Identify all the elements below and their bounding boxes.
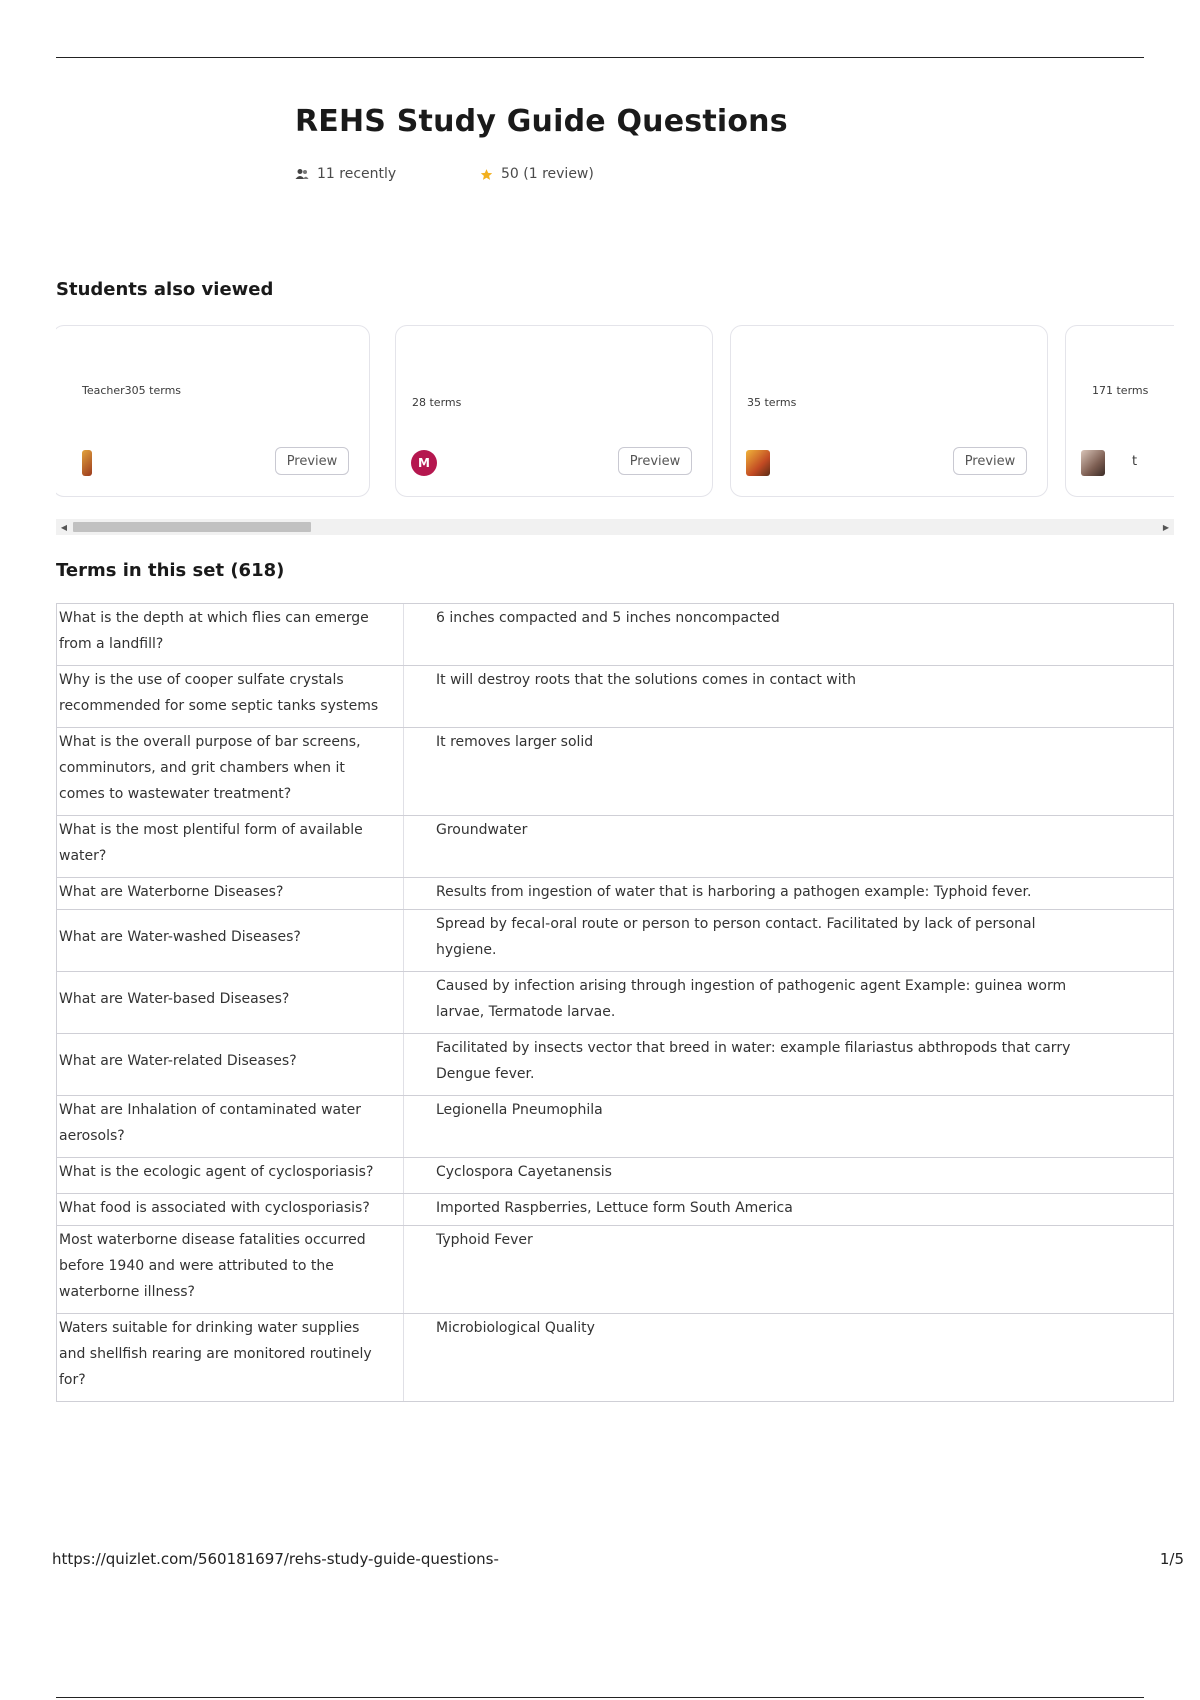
term-answer: It removes larger solid [404,728,1174,816]
term-answer: Legionella Pneumophila [404,1096,1174,1158]
term-row [57,1226,1174,1314]
term-question: What is the overall purpose of bar screens, comminutors, and grit chambers when it comes to wastewater treatment? [57,728,404,816]
term-question: What are Inhalation of contaminated water aerosols? [57,1096,404,1158]
term-answer: Imported Raspberries, Lettuce form South America [404,1194,1174,1226]
term-question: What are Waterborne Diseases? [57,878,404,910]
term-row [57,910,1174,972]
scroll-left-arrow-icon[interactable]: ◀ [60,522,68,532]
rating [480,166,594,182]
carousel-scrollbar[interactable] [56,519,1174,535]
study-set-card[interactable] [730,325,1048,497]
term-row [57,878,1174,910]
study-set-card[interactable] [395,325,713,497]
rating-text: 50 (1 review) [501,166,594,182]
term-question: What is the ecologic agent of cyclosporiasis? [57,1158,404,1194]
creator-avatar[interactable] [82,450,92,476]
term-question: What is the depth at which flies can emerge from a landfill? [57,604,404,666]
term-question: Most waterborne disease fatalities occurred before 1940 and were attributed to the waterborne illness? [57,1226,404,1314]
students-also-viewed-heading: Students also viewed [56,279,274,300]
creator-avatar[interactable]: M [411,450,437,476]
study-set-card[interactable] [56,325,370,497]
term-row [57,816,1174,878]
creator-avatar[interactable] [746,450,770,476]
term-row [57,1096,1174,1158]
card-term-count: Teacher305 terms [82,384,182,397]
term-row [57,1158,1174,1194]
scrollbar-thumb[interactable] [73,522,311,532]
term-row [57,1314,1174,1402]
term-answer: 6 inches compacted and 5 inches noncompacted [404,604,1174,666]
card-term-count: 35 terms [747,396,797,409]
card-truncated-label: t [1132,454,1138,469]
star-icon [480,168,493,181]
preview-button[interactable]: Preview [618,447,692,475]
term-answer: Spread by fecal-oral route or person to person contact. Facilitated by lack of personal hygiene. [404,910,1174,972]
term-row [57,1194,1174,1226]
term-answer: Typhoid Fever [404,1226,1174,1314]
term-answer: Facilitated by insects vector that breed in water: example filariastus abthropods that carry Dengue fever. [404,1034,1174,1096]
term-row [57,728,1174,816]
creator-avatar[interactable] [1081,450,1105,476]
term-answer: It will destroy roots that the solutions comes in contact with [404,666,1174,728]
term-answer: Cyclospora Cayetanensis [404,1158,1174,1194]
term-answer: Microbiological Quality [404,1314,1174,1402]
students-also-viewed-carousel [56,320,1174,500]
footer-page-number: 1/5 [1159,1550,1184,1568]
terms-heading: Terms in this set (618) [56,560,285,581]
card-term-count: 28 terms [412,396,462,409]
term-question: What are Water-related Diseases? [57,1034,404,1096]
term-answer: Results from ingestion of water that is harboring a pathogen example: Typhoid fever. [404,878,1174,910]
bottom-rule [56,1697,1144,1698]
footer-url: https://quizlet.com/560181697/rehs-study-guide-questions- [52,1550,499,1568]
terms-table [56,603,1174,1402]
preview-button[interactable]: Preview [275,447,349,475]
term-question: What are Water-based Diseases? [57,972,404,1034]
scroll-right-arrow-icon[interactable]: ▶ [1162,522,1170,532]
recent-views-text: 11 recently [317,166,397,182]
recent-views [295,166,396,182]
page-title: REHS Study Guide Questions [295,104,788,139]
term-question: What food is associated with cyclosporiasis? [57,1194,404,1226]
term-question: Waters suitable for drinking water supplies and shellfish rearing are monitored routinely for? [57,1314,404,1402]
top-rule [56,57,1144,58]
card-term-count: 171 terms [1092,384,1149,397]
term-answer: Groundwater [404,816,1174,878]
preview-button[interactable]: Preview [953,447,1027,475]
study-set-card[interactable] [1065,325,1174,497]
terms-list [56,603,1174,1470]
term-row [57,972,1174,1034]
term-question: Why is the use of cooper sulfate crystals recommended for some septic tanks systems [57,666,404,728]
term-question: What is the most plentiful form of available water? [57,816,404,878]
term-row [57,604,1174,666]
term-question: What are Water-washed Diseases? [57,910,404,972]
term-row [57,1034,1174,1096]
users-icon [295,168,309,180]
term-row [57,666,1174,728]
term-answer: Caused by infection arising through ingestion of pathogenic agent Example: guinea worm larvae, Termatode larvae. [404,972,1174,1034]
